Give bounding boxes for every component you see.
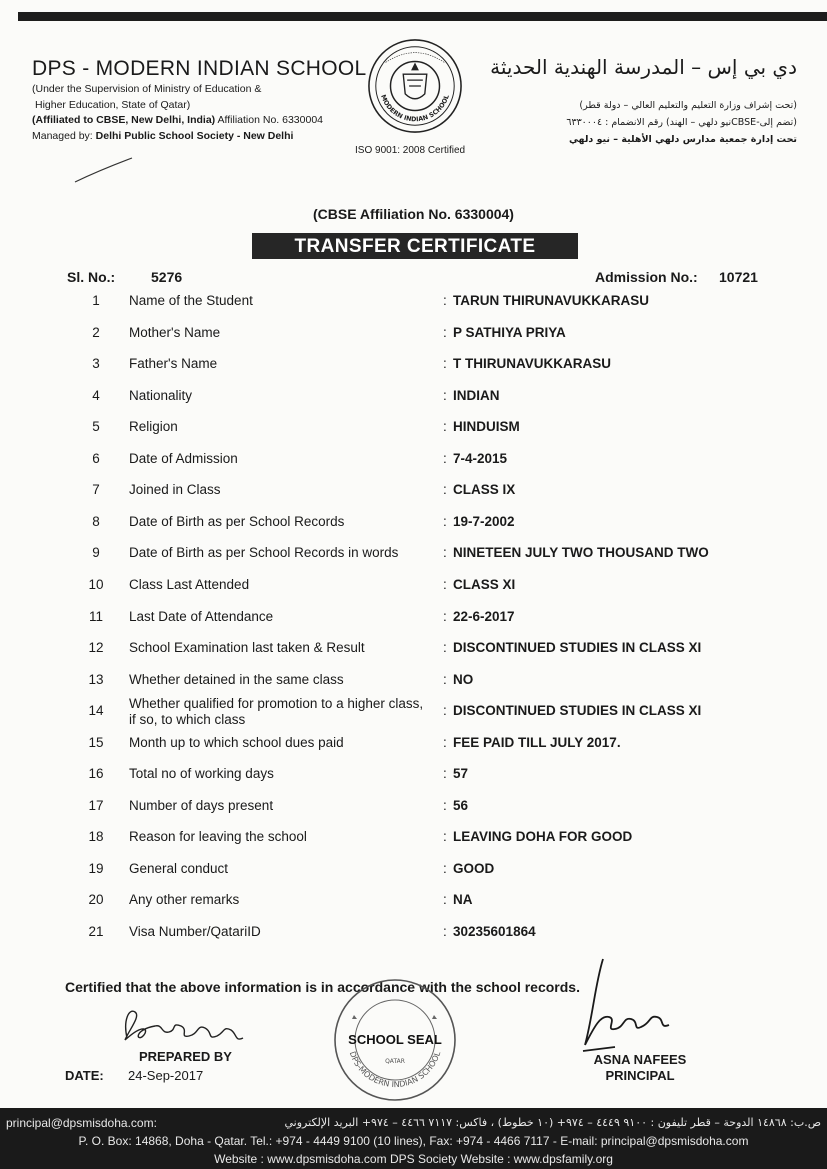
- row-number: 17: [88, 797, 104, 813]
- svg-text:MODERN INDIAN SCHOOL: [379, 94, 451, 124]
- detail-row: [0, 507, 827, 537]
- row-colon: :: [443, 640, 447, 656]
- row-value: T THIRUNAVUKKARASU: [453, 356, 611, 372]
- iso-certification: ISO 9001: 2008 Certified: [355, 145, 466, 156]
- detail-row: [0, 822, 827, 852]
- row-colon: :: [443, 734, 447, 750]
- school-seal-label: SCHOOL SEAL: [348, 1032, 442, 1047]
- row-value: DISCONTINUED STUDIES IN CLASS XI: [453, 703, 702, 719]
- row-number: 10: [88, 576, 104, 592]
- preparer-signature: [115, 1000, 265, 1050]
- row-label-line-1: Whether qualified for promotion to a higher class,: [129, 696, 424, 712]
- detail-row: [0, 475, 827, 505]
- detail-row: [0, 885, 827, 915]
- row-label: Month up to which school dues paid: [129, 734, 344, 750]
- detail-row: [0, 349, 827, 379]
- footer-contact-bar: [0, 1108, 827, 1169]
- footer-arabic-contact: ص.ب: ١٤٨٦٨ الدوحة – قطر تليفون : ٩١٠٠ ٤٤٤٩ – ٩٧٤+ (١٠ خطوط) ، فاكس: ٧١١٧ ٤٤٦٦ – ٩٧٤+ البريد الإلكتروني: [284, 1116, 821, 1129]
- row-value: HINDUISM: [453, 419, 520, 435]
- row-value: P SATHIYA PRIYA: [453, 324, 566, 340]
- row-label: Nationality: [129, 387, 193, 403]
- row-number: 11: [88, 608, 103, 624]
- cbse-affiliation-heading: (CBSE Affiliation No. 6330004): [313, 206, 514, 222]
- row-label: Last Date of Attendance: [129, 608, 274, 624]
- row-colon: :: [443, 892, 447, 908]
- row-number: 19: [88, 860, 104, 876]
- school-logo-icon: [366, 37, 464, 135]
- row-value: TARUN THIRUNAVUKKARASU: [453, 293, 649, 308]
- detail-row: [0, 538, 827, 568]
- admission-number-label: Admission No.:: [595, 269, 698, 285]
- row-value: CLASS XI: [453, 576, 516, 592]
- affiliation-number: Affiliation No. 6330004: [215, 114, 323, 126]
- row-label: Reason for leaving the school: [129, 829, 307, 845]
- pen-mark: [70, 150, 150, 190]
- row-value: 22-6-2017: [453, 608, 515, 624]
- prepared-by-label: PREPARED BY: [139, 1049, 232, 1064]
- detail-row: [0, 633, 827, 663]
- row-colon: :: [443, 860, 447, 876]
- row-label-line-2: if so, to which class: [129, 712, 246, 728]
- detail-row: [0, 444, 827, 474]
- row-label: Visa Number/QatariID: [129, 924, 261, 939]
- detail-row: [0, 728, 827, 758]
- row-number: 3: [92, 356, 100, 372]
- row-label: Date of Admission: [129, 450, 238, 466]
- detail-row: [0, 412, 827, 442]
- row-label: Date of Birth as per School Records: [129, 513, 345, 529]
- affiliation-line: [32, 113, 323, 129]
- row-label: Joined in Class: [129, 482, 221, 498]
- row-colon: :: [443, 356, 447, 372]
- row-number: 4: [92, 387, 100, 403]
- row-label: [129, 696, 423, 728]
- admission-number-value: 10721: [719, 269, 758, 285]
- serial-number-label: Sl. No.:: [67, 269, 116, 285]
- row-number: 15: [88, 734, 104, 750]
- row-value: INDIAN: [453, 387, 500, 403]
- row-colon: :: [443, 703, 447, 719]
- row-number: 13: [88, 671, 104, 687]
- row-number: 12: [88, 640, 104, 656]
- row-value: FEE PAID TILL JULY 2017.: [453, 734, 621, 750]
- managed-by-label: Managed by:: [32, 129, 96, 142]
- row-colon: :: [443, 924, 447, 939]
- detail-row: [0, 318, 827, 348]
- row-label: School Examination last taken & Result: [129, 640, 365, 656]
- footer-website-line: Website : www.dpsmisdoha.com DPS Society Website : www.dpsfamily.org: [214, 1152, 613, 1166]
- row-colon: :: [443, 324, 447, 340]
- serial-number-value: 5276: [151, 269, 183, 285]
- arabic-school-name: دي بي إس – المدرسة الهندية الحديثة: [490, 55, 797, 79]
- row-colon: :: [443, 450, 447, 466]
- row-colon: :: [443, 829, 447, 845]
- detail-row: [0, 570, 827, 600]
- row-value: LEAVING DOHA FOR GOOD: [453, 829, 633, 845]
- row-colon: :: [443, 545, 447, 561]
- detail-row: [0, 791, 827, 821]
- row-number: 5: [92, 419, 100, 435]
- school-info-block: [32, 82, 323, 144]
- row-number: 2: [92, 324, 100, 340]
- row-label: Mother's Name: [129, 324, 221, 340]
- principal-name: ASNA NAFEES: [593, 1052, 687, 1067]
- row-number: 21: [88, 924, 104, 939]
- row-value: CLASS IX: [453, 482, 516, 498]
- footer-line-1: [0, 1116, 827, 1130]
- row-value: 57: [453, 766, 469, 782]
- date-label: DATE:: [65, 1068, 104, 1083]
- row-number: 8: [92, 513, 100, 529]
- managed-by-value: Delhi Public School Society - New Delhi: [95, 129, 294, 142]
- date-value: 24-Sep-2017: [128, 1068, 204, 1083]
- row-colon: :: [443, 293, 447, 308]
- row-colon: :: [443, 608, 447, 624]
- row-label: Number of days present: [129, 797, 274, 813]
- row-number: 6: [92, 450, 100, 466]
- row-colon: :: [443, 797, 447, 813]
- row-label: Religion: [129, 419, 178, 435]
- supervision-line-2: Higher Education, State of Qatar): [35, 98, 191, 111]
- row-label: General conduct: [129, 860, 229, 876]
- footer-email: principal@dpsmisdoha.com:: [6, 1116, 157, 1130]
- principal-title: PRINCIPAL: [605, 1068, 675, 1083]
- row-value: 56: [453, 797, 469, 813]
- row-label: Whether detained in the same class: [129, 671, 344, 687]
- arabic-line-1: (تحت إشراف وزارة التعليم والتعليم العالي – دولة قطر): [579, 100, 797, 111]
- row-number: 14: [88, 703, 104, 719]
- row-number: 20: [88, 892, 104, 908]
- row-colon: :: [443, 576, 447, 592]
- arabic-info-block: [566, 97, 797, 148]
- svg-text:DPS-MODERN INDIAN SCHOOL: [348, 1050, 443, 1089]
- row-value: 30235601864: [453, 924, 536, 939]
- row-colon: :: [443, 671, 447, 687]
- row-number: 1: [92, 293, 100, 308]
- detail-row: [0, 696, 827, 726]
- row-colon: :: [443, 766, 447, 782]
- row-label: Father's Name: [129, 356, 218, 372]
- row-label: Total no of working days: [129, 766, 274, 782]
- row-label: Name of the Student: [129, 293, 253, 308]
- certificate-title: TRANSFER CERTIFICATE: [252, 233, 578, 259]
- principal-signature: [575, 955, 685, 1065]
- row-colon: :: [443, 482, 447, 498]
- row-label: Class Last Attended: [129, 576, 250, 592]
- school-name: DPS - MODERN INDIAN SCHOOL: [32, 57, 367, 80]
- row-number: 9: [92, 545, 100, 561]
- detail-row: [0, 665, 827, 695]
- row-number: 7: [92, 482, 100, 498]
- row-number: 18: [88, 829, 104, 845]
- seal-ring-text: DPS-MODERN INDIAN SCHOOL: [347, 1050, 443, 1090]
- top-border-bar: [18, 12, 827, 21]
- row-label: Any other remarks: [129, 892, 240, 908]
- certification-statement: Certified that the above information is in accordance with the school records.: [65, 979, 580, 995]
- row-label: Date of Birth as per School Records in words: [129, 545, 399, 561]
- row-colon: :: [443, 387, 447, 403]
- managed-by-line: [32, 129, 323, 145]
- row-number: 16: [88, 766, 104, 782]
- supervision-line-1: (Under the Supervision of Ministry of Education &: [32, 83, 262, 95]
- arabic-line-2: (تضم إلى-CBSEنيو دلهي – الهند) رقم الانضمام : ٦٣٣٠٠٠٤: [566, 117, 797, 128]
- arabic-line-3: تحت إدارة جمعية مدارس دلهي الأهلية – نيو دلهي: [568, 134, 797, 145]
- seal-qatar-text: QATAR: [385, 1058, 405, 1065]
- row-colon: :: [443, 419, 447, 435]
- detail-row: [0, 602, 827, 632]
- detail-row: [0, 759, 827, 789]
- detail-row: [0, 381, 827, 411]
- logo-ring-text: MODERN INDIAN SCHOOL: [379, 93, 451, 124]
- row-value: GOOD: [453, 860, 495, 876]
- affiliated-text: (Affiliated to CBSE, New Delhi, India): [32, 114, 216, 126]
- detail-row: [0, 854, 827, 884]
- row-value: 19-7-2002: [453, 513, 515, 529]
- footer-address-line: P. O. Box: 14868, Doha - Qatar. Tel.: +974 - 4449 9100 (10 lines), Fax: +974 - 4466 7117 - E-mail: principal@dpsmisdoha.com: [78, 1134, 749, 1148]
- row-value: NO: [453, 671, 474, 687]
- detail-row: [0, 286, 827, 316]
- detail-row: [0, 917, 827, 947]
- row-value: NINETEEN JULY TWO THOUSAND TWO: [453, 545, 709, 561]
- row-value: DISCONTINUED STUDIES IN CLASS XI: [453, 640, 702, 656]
- row-value: NA: [453, 892, 473, 908]
- row-colon: :: [443, 513, 447, 529]
- row-value: 7-4-2015: [453, 450, 508, 466]
